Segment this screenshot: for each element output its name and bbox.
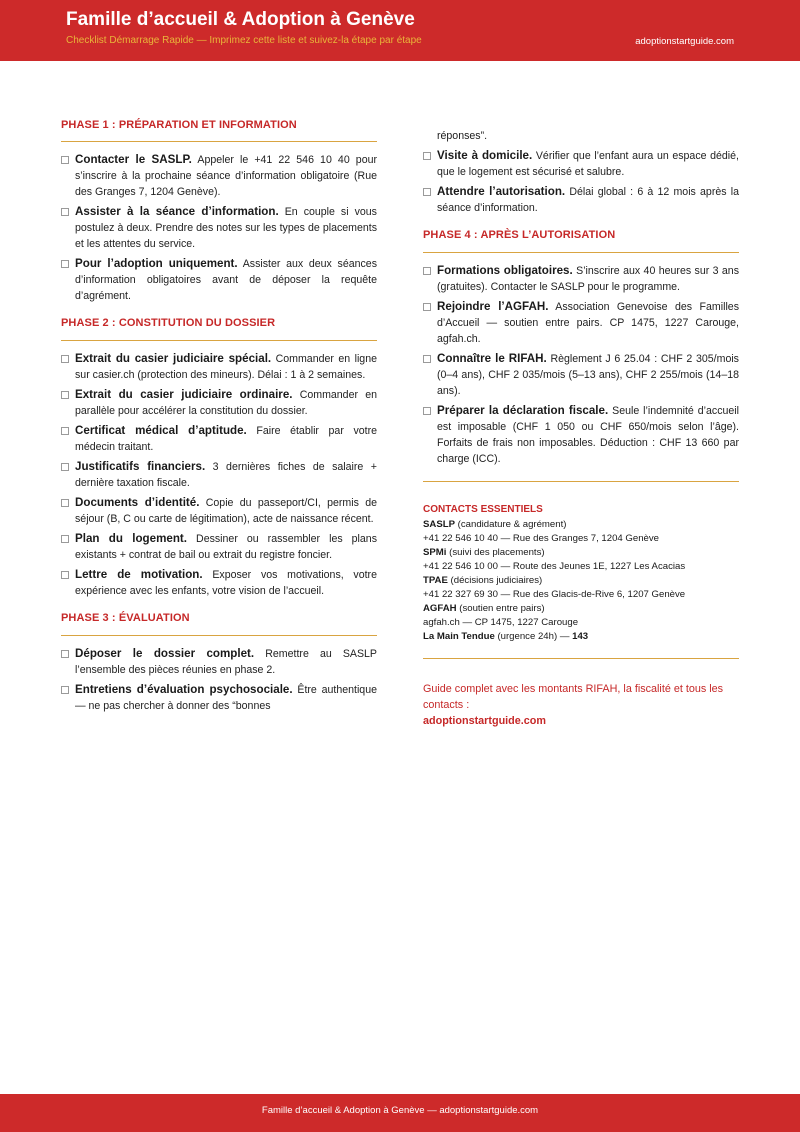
contact-entry (423, 546, 739, 574)
contact-name: AGFAH (423, 603, 457, 614)
header-site-link[interactable]: adoptionstartguide.com (635, 36, 734, 47)
contact-entry (423, 518, 739, 546)
spacer (61, 603, 377, 611)
checklist-item[interactable] (61, 387, 377, 419)
item-body: Assister aux deux séances d’information obligatoires avant de déposer la requête d’agrément. (75, 258, 377, 302)
page-footer (0, 1094, 800, 1132)
item-lead: Extrait du casier judiciaire ordinaire. (75, 388, 293, 401)
spacer (61, 308, 377, 316)
item-lead: Extrait du casier judiciaire spécial. (75, 352, 272, 365)
checklist-item[interactable] (61, 256, 377, 304)
checkbox-icon[interactable] (423, 152, 431, 160)
contact-name: La Main Tendue (423, 631, 495, 642)
checklist-item[interactable] (423, 263, 739, 295)
checkbox-icon[interactable] (61, 571, 69, 579)
checkbox-icon[interactable] (423, 407, 431, 415)
checkbox-icon[interactable] (61, 391, 69, 399)
checklist-item[interactable] (423, 184, 739, 216)
checkbox-icon[interactable] (61, 355, 69, 363)
checklist-item[interactable] (61, 204, 377, 252)
contact-name: SPMi (423, 547, 447, 558)
item-body: 3 dernières fiches de salaire + dernière taxation fiscale. (75, 461, 377, 489)
guide-link[interactable]: adoptionstartguide.com (423, 715, 546, 727)
phase-2-divider (61, 340, 377, 341)
item-lead: Contacter le SASLP. (75, 153, 192, 166)
item-lead: Connaître le RIFAH. (437, 352, 547, 365)
right-column (423, 128, 739, 729)
item-body: Exposer vos motivations, votre expérience avec les enfants, votre vision de l’accueil. (75, 569, 377, 597)
item-body: Délai global : 6 à 12 mois après la séance d’information. (437, 186, 739, 214)
item-body: Dessiner ou rassembler les plans existants + contrat de bail ou extrait du registre foncier. (75, 533, 377, 561)
checklist-item[interactable] (61, 646, 377, 678)
checklist-item[interactable] (423, 403, 739, 467)
checkbox-icon[interactable] (61, 208, 69, 216)
checkbox-icon[interactable] (61, 686, 69, 694)
contact-entry (423, 602, 739, 630)
contact-role: (candidature & agrément) (455, 519, 567, 530)
contact-role: (suivi des placements) (446, 547, 545, 558)
checklist-item[interactable] (61, 152, 377, 200)
phase-4-title: PHASE 4 : APRÈS L’AUTORISATION (423, 229, 616, 241)
contact-name: SASLP (423, 519, 455, 530)
checklist-item[interactable] (61, 459, 377, 491)
page-header (0, 0, 800, 61)
contact-name: TPAE (423, 575, 448, 586)
item-lead: Plan du logement. (75, 532, 188, 545)
contact-entry-emergency (423, 630, 739, 644)
phase-3-title: PHASE 3 : ÉVALUATION (61, 612, 190, 624)
item-body: Copie du passeport/CI, permis de séjour (B, C ou carte de légitimation), acte de naissance récent. (75, 497, 377, 525)
item-body: Remettre au SASLP l’ensemble des pièces réunies en phase 2. (75, 648, 377, 676)
item-lead: Lettre de motivation. (75, 568, 203, 581)
item-body: Association Genevoise des Familles d’Accueil — soutien entre pairs. CP 1475, 1227 Carouge, agfah.ch. (437, 301, 739, 345)
item-lead: Préparer la déclaration fiscale. (437, 404, 609, 417)
checkbox-icon[interactable] (61, 156, 69, 164)
checkbox-icon[interactable] (61, 260, 69, 268)
item-lead: Assister à la séance d’information. (75, 205, 279, 218)
phase-3-divider (61, 635, 377, 636)
item-body: S’inscrire aux 40 heures sur 3 ans (gratuites). Contacter le SASLP pour le programme. (437, 265, 739, 293)
phase-2-title: PHASE 2 : CONSTITUTION DU DOSSIER (61, 317, 276, 329)
spacer (423, 220, 739, 228)
guide-text: Guide complet avec les montants RIFAH, la fiscalité et tous les contacts : (423, 683, 724, 711)
item-continuation: réponses”. (437, 130, 488, 142)
item-lead: Déposer le dossier complet. (75, 647, 255, 660)
contact-details: +41 22 546 10 00 — Route des Jeunes 1E, 1227 Les Acacias (423, 561, 686, 572)
item-body: Être authentique — ne pas chercher à donner des “bonnes (75, 684, 377, 712)
checkbox-icon[interactable] (61, 499, 69, 507)
item-body: Seule l’indemnité d’accueil est imposable (CHF 1 050 ou CHF 650/mois selon l’âge). Forfaits de frais non imposables. Déduction : CHF 13 660 par charge (ICC). (437, 405, 739, 465)
item-lead: Visite à domicile. (437, 149, 533, 162)
item-body: En couple si vous postulez à deux. Prendre des notes sur les types de placements et les attentes du service. (75, 206, 377, 250)
phase-4-divider (423, 252, 739, 253)
checklist-item[interactable] (423, 351, 739, 399)
item-body: Commander en parallèle pour accélérer la constitution du dossier. (75, 389, 377, 417)
page-subtitle: Checklist Démarrage Rapide — Imprimez cette liste et suivez-la étape par étape (66, 35, 422, 46)
contacts-top-divider (423, 481, 739, 482)
checklist-item[interactable] (61, 567, 377, 599)
item-lead: Rejoindre l’AGFAH. (437, 300, 549, 313)
checkbox-icon[interactable] (61, 427, 69, 435)
item-lead: Formations obligatoires. (437, 264, 573, 277)
item-body: Commander en ligne sur casier.ch (protection des mineurs). Délai : 1 à 2 semaines. (75, 353, 377, 381)
guide-top-divider (423, 658, 739, 659)
item-body: Appeler le +41 22 546 10 40 pour s’inscrire à la prochaine séance d’information obligatoire (Rue des Granges 7, 1204 Genève). (75, 154, 378, 198)
checklist-item[interactable] (61, 682, 377, 714)
checkbox-icon[interactable] (423, 188, 431, 196)
checklist-item[interactable] (61, 495, 377, 527)
item-lead: Pour l’adoption uniquement. (75, 257, 238, 270)
footer-text: Famille d’accueil & Adoption à Genève — adoptionstartguide.com (261, 1105, 539, 1116)
emergency-number: 143 (572, 631, 589, 642)
phase-1-title: PHASE 1 : PRÉPARATION ET INFORMATION (61, 119, 297, 131)
checklist-item[interactable] (61, 351, 377, 383)
guide-callout (423, 681, 739, 729)
left-column (61, 118, 377, 718)
checkbox-icon[interactable] (423, 355, 431, 363)
page-title: Famille d’accueil & Adoption à Genève (66, 9, 415, 30)
item-lead: Entretiens d’évaluation psychosociale. (75, 683, 293, 696)
item-lead: Certificat médical d’aptitude. (75, 424, 247, 437)
contacts-title: CONTACTS ESSENTIELS (423, 504, 543, 515)
contact-role: (décisions judiciaires) (447, 575, 543, 586)
item-body: Règlement J 6 25.04 : CHF 2 305/mois (0–4 ans), CHF 2 035/mois (5–13 ans), CHF 2 255/mois (14–18 ans). (437, 353, 739, 397)
item-lead: Attendre l’autorisation. (437, 185, 566, 198)
checklist-item[interactable] (61, 531, 377, 563)
item-body: Faire établir par votre médecin traitant. (75, 425, 377, 453)
contact-details: agfah.ch — CP 1475, 1227 Carouge (423, 617, 579, 628)
contact-details: +41 22 327 69 30 — Rue des Glacis-de-Rive 6, 1207 Genève (423, 589, 686, 600)
checkbox-icon[interactable] (423, 267, 431, 275)
contact-details: +41 22 546 10 40 — Rue des Granges 7, 1204 Genève (423, 533, 660, 544)
item-lead: Documents d’identité. (75, 496, 200, 509)
contact-entry (423, 574, 739, 602)
contact-role: (soutien entre pairs) (456, 603, 545, 614)
checkbox-icon[interactable] (61, 463, 69, 471)
checkbox-icon[interactable] (61, 535, 69, 543)
checklist-item[interactable] (423, 299, 739, 347)
checkbox-icon[interactable] (61, 650, 69, 658)
checklist-item[interactable] (61, 423, 377, 455)
item-body: Vérifier que l’enfant aura un espace dédié, que le logement est sécurisé et salubre. (437, 150, 739, 178)
checklist-item[interactable] (423, 148, 739, 180)
contact-role: (urgence 24h) — (494, 631, 573, 642)
checkbox-icon[interactable] (423, 303, 431, 311)
item-lead: Justificatifs financiers. (75, 460, 206, 473)
phase-1-divider (61, 141, 377, 142)
